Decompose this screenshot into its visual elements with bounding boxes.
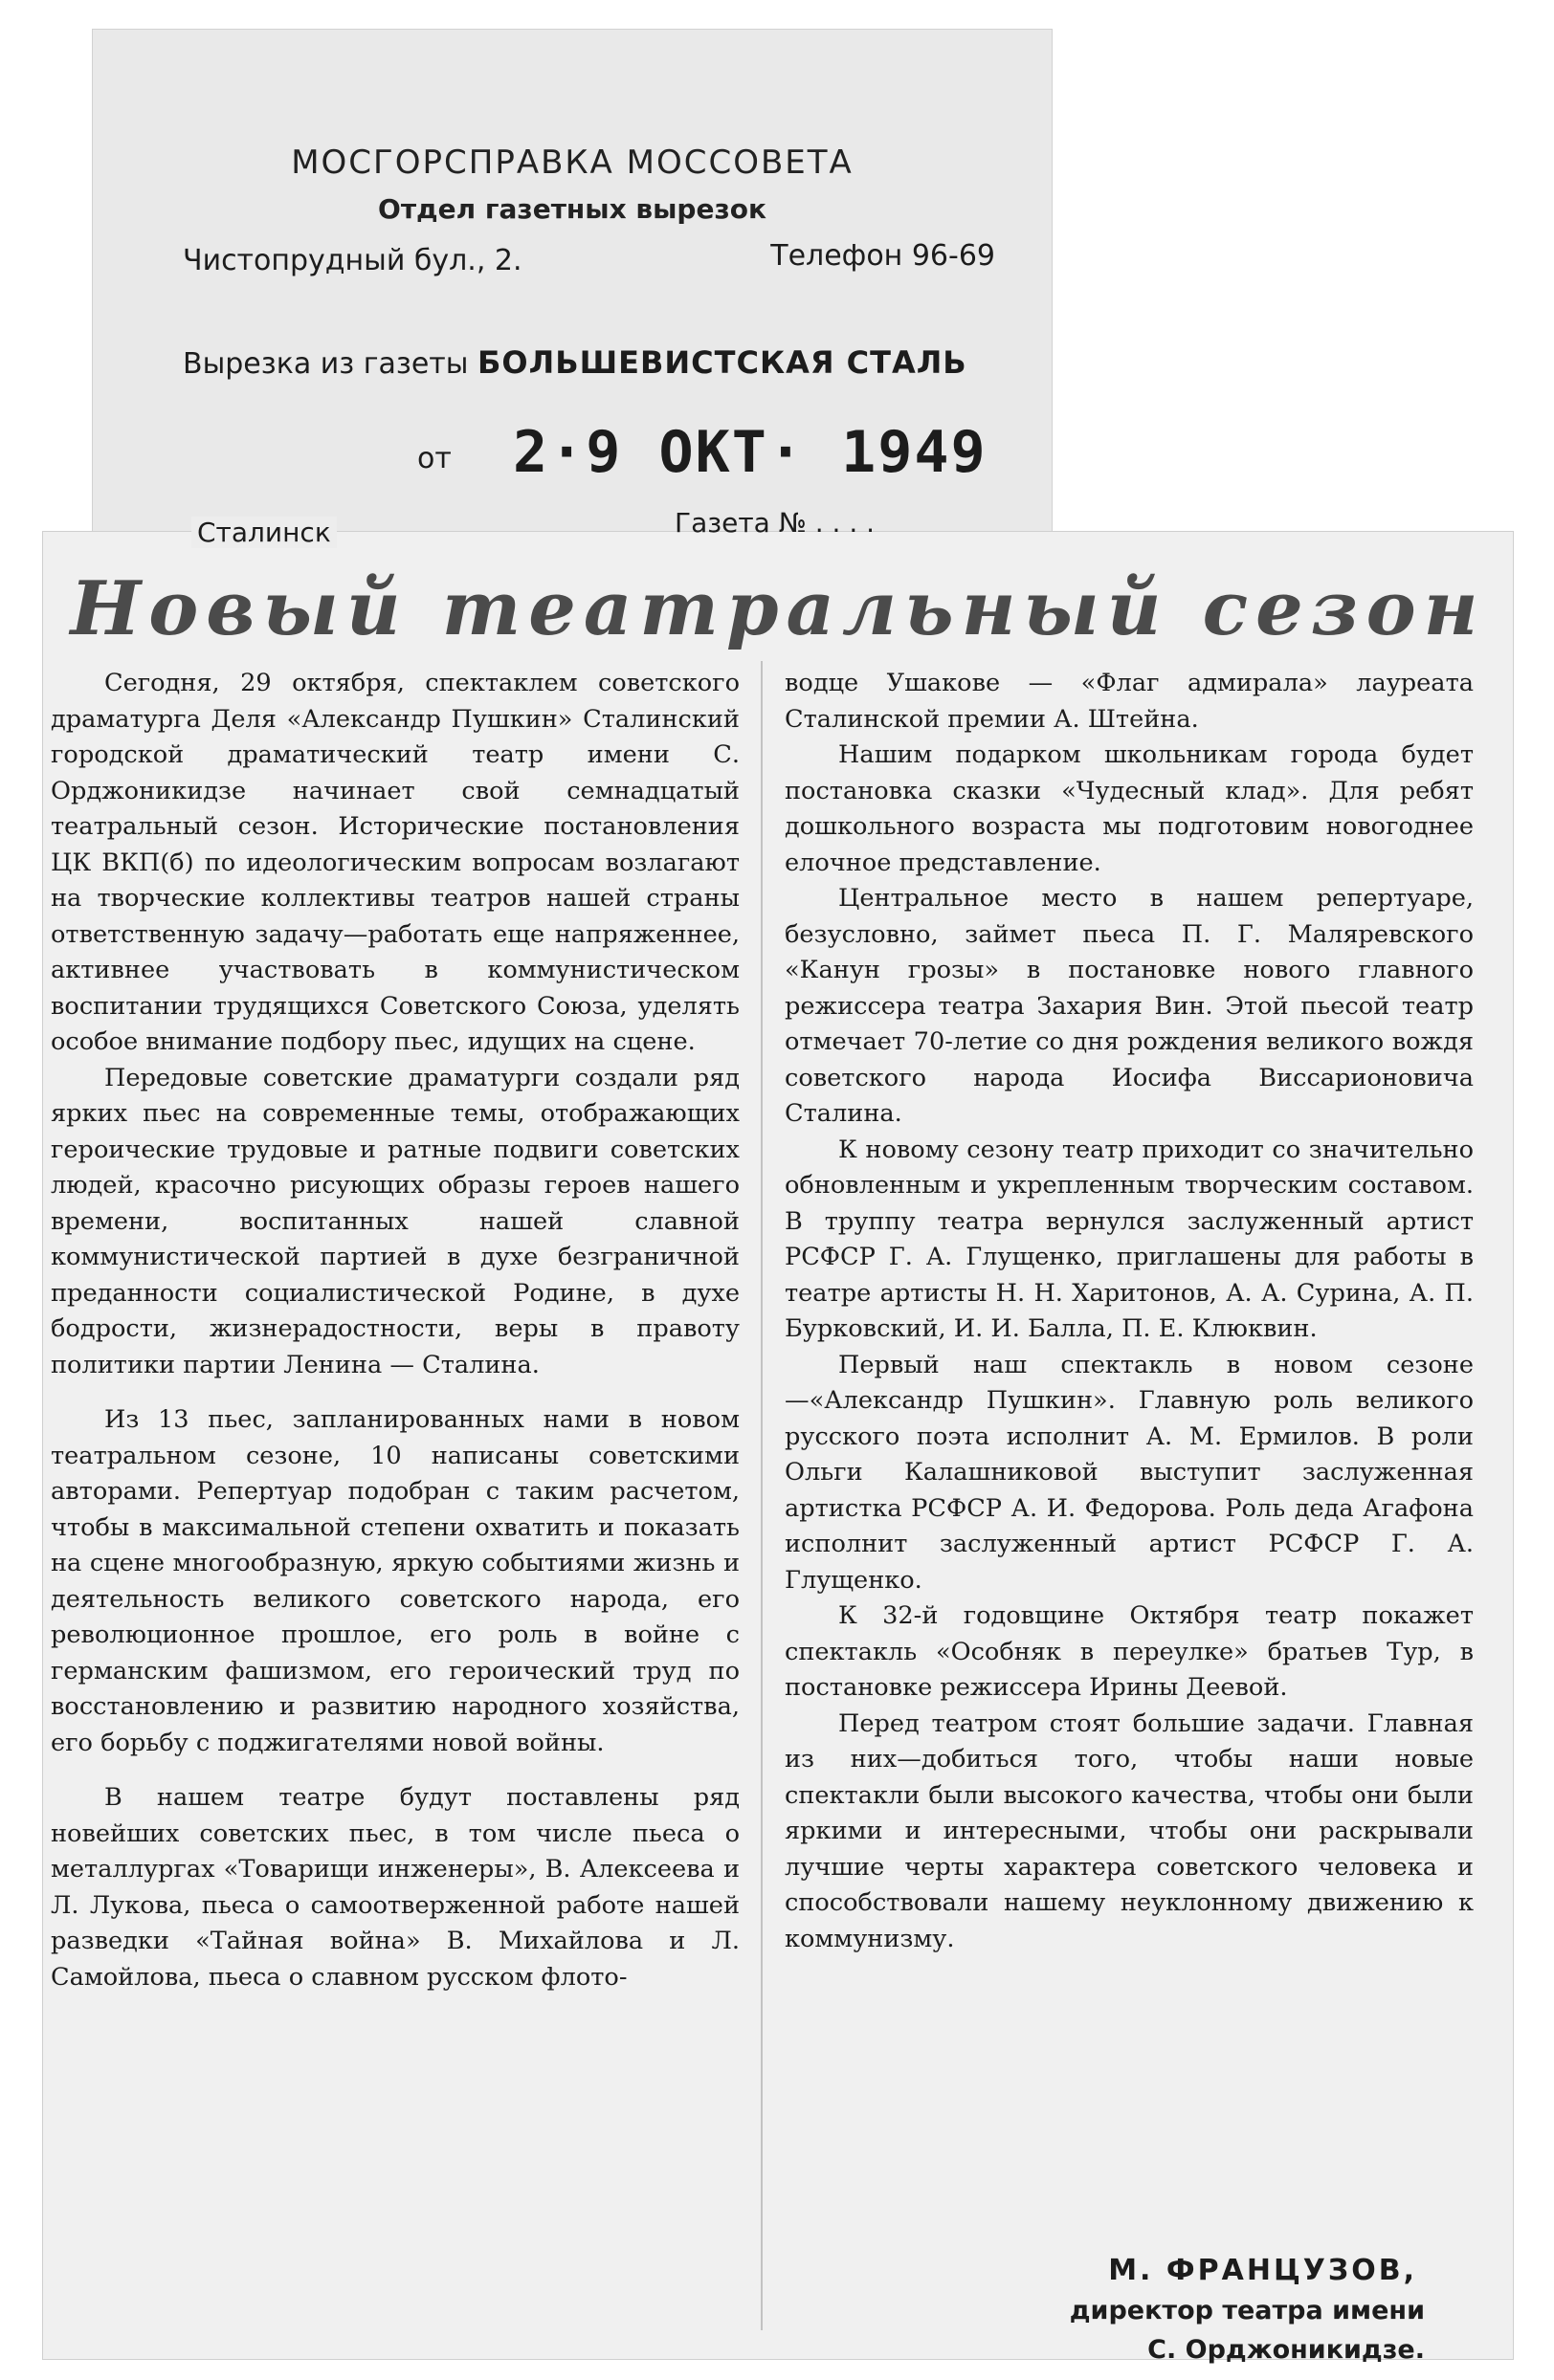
signature-name: М. ФРАНЦУЗОВ, bbox=[1108, 2254, 1417, 2287]
column-divider bbox=[761, 661, 763, 2330]
paragraph: Центральное место в нашем репертуаре, безусловно, займет пьеса П. Г. Маляревского «Канун грозы» в постановке нового главного режиссера театра Захария Вин. Этой пьесой театр отмечает 70-летие со дня рождения великого вождя советского народа Иосифа Виссарионовича Сталина. bbox=[785, 884, 1474, 1128]
signature-org: С. Орджоникидзе. bbox=[1147, 2335, 1425, 2365]
stamp-from-label: от bbox=[417, 442, 452, 475]
stamp-department: Отдел газетных вырезок bbox=[378, 193, 766, 225]
article-column-right bbox=[785, 666, 1474, 1957]
paragraph: К новому сезону театр приходит со значительно обновленным и укрепленным творческим составом. В труппу театра вернулся заслуженный артист РСФСР Г. А. Глущенко, приглашены для работы в театре артисты Н. Н. Харитонов, А. А. Сурина, А. П. Бурковский, И. И. Балла, П. Е. Клюквин. bbox=[785, 1135, 1474, 1343]
paragraph: Передовые советские драматурги создали ряд ярких пьес на современные темы, отображающих героические трудовые и ратные подвиги советских людей, красочно рисующих образы героев нашего времени, воспитанных нашей славной коммунистической партией в духе безграничной преданности социалистической Родине, в духе бодрости, жизнерадостности, веры в правоту политики партии Ленина — Сталина. bbox=[51, 1063, 740, 1379]
paragraph: В нашем театре будут поставлены ряд новейших советских пьес, в том числе пьеса о металлургах «Товарищи инженеры», В. Алексеева и Л. Лукова, пьеса о самоотверженной работе нашей разведки «Тайная война» В. Михайлова и Л. Самойлова, пьеса о славном русском флото- bbox=[51, 1783, 740, 1992]
archive-stamp bbox=[92, 29, 1053, 545]
paragraph: Перед театром стоят большие задачи. Главная из них—добиться того, чтобы наши новые спектакли были высокого качества, чтобы они были яркими и интересными, чтобы они раскрывали лучшие черты характера советского человека и способствовали нашему неуклонному движению к коммунизму. bbox=[785, 1708, 1474, 1953]
paragraph: Первый наш спектакль в новом сезоне —«Александр Пушкин». Главную роль великого русского поэта исполнит А. М. Ермилов. В роли Ольги Калашниковой выступит заслуженная артистка РСФСР А. И. Федорова. Роль деда Агафона исполнит заслуженный артист РСФСР Г. А. Глущенко. bbox=[785, 1350, 1474, 1595]
stamp-date: 2·9 ОКТ· 1949 bbox=[513, 419, 988, 486]
signature-role: директор театра имени bbox=[1069, 2296, 1425, 2325]
paragraph: Нашим подарком школьникам города будет постановка сказки «Чудесный клад». Для ребят дошкольного возраста мы подготовим новогоднее елочное представление. bbox=[785, 740, 1474, 877]
stamp-org: МОСГОРСПРАВКА МОССОВЕТА bbox=[291, 143, 854, 182]
stamp-phone: Телефон 96-69 bbox=[770, 239, 995, 273]
stamp-city: Сталинск bbox=[191, 517, 337, 548]
newspaper-clipping bbox=[42, 531, 1514, 2365]
stamp-address: Чистопрудный бул., 2. bbox=[183, 244, 522, 277]
paragraph: водце Ушакове — «Флаг адмирала» лауреата Сталинской премии А. Штейна. bbox=[785, 669, 1474, 734]
stamp-newspaper-number: Газета № . . . . bbox=[675, 507, 876, 539]
paragraph: Сегодня, 29 октября, спектаклем советского драматурга Деля «Александр Пушкин» Сталинский городской драматический театр имени С. Орджоникидзе начинает свой семнадцатый театральный сезон. Исторические постановления ЦК ВКП(б) по идеологическим вопросам возлагают на творческие коллективы театров нашей страны ответственную задачу—работать еще напряженнее, активнее участвовать в коммунистическом воспитании трудящихся Советского Союза, уделять особое внимание подбору пьес, идущих на сцене. bbox=[51, 669, 740, 1056]
stamp-clipping-label: Вырезка из газеты bbox=[183, 347, 469, 381]
article-headline: Новый театральный сезон bbox=[70, 565, 1486, 652]
stamp-clipping-line bbox=[183, 344, 967, 381]
article-column-left bbox=[51, 666, 740, 1995]
paragraph: Из 13 пьес, запланированных нами в новом театральном сезоне, 10 написаны советскими авторами. Репертуар подобран с таким расчетом, чтобы в максимальной степени охватить и показать на сцене многообразную, яркую событиями жизнь и деятельность великого советского народа, его революционное прошлое, его роль в войне с германским фашизмом, его героический труд по восстановлению и развитию народного хозяйства, его борьбу с поджигателями новой войны. bbox=[51, 1405, 740, 1757]
paragraph: К 32-й годовщине Октября театр покажет спектакль «Особняк в переулке» братьев Тур, в постановке режиссера Ирины Деевой. bbox=[785, 1601, 1474, 1702]
stamp-newspaper-name: БОЛЬШЕВИСТСКАЯ СТАЛЬ bbox=[477, 344, 967, 381]
